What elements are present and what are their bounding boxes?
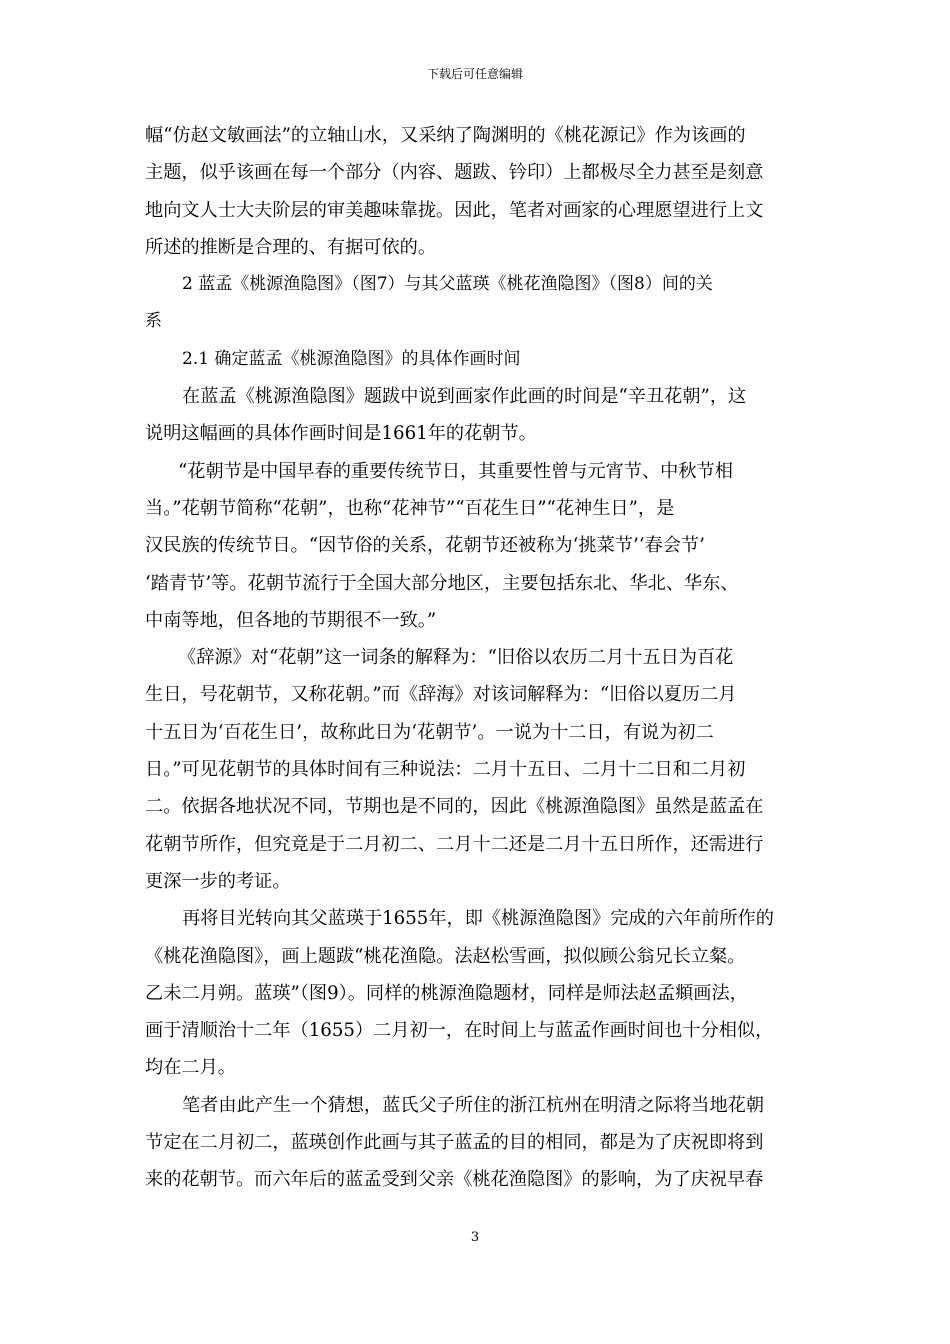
text-line: 当。”花朝节简称“花朝”，也称“花神节”“百花生日”“花神生日”，是 xyxy=(145,497,675,519)
section-heading: 2 蓝孟《桃源渔隐图》（图7）与其父蓝瑛《桃花渔隐图》（图8）间的关 xyxy=(182,274,713,295)
text-line: 说明这幅画的具体作画时间是1661年的花朝节。 xyxy=(145,423,537,445)
text-line: 《辞源》对“花朝”这一词条的解释为：“旧俗以农历二月十五日为百花 xyxy=(178,647,734,669)
page-header: 下载后可任意编辑 xyxy=(426,67,523,81)
document-body xyxy=(145,117,813,1199)
text-line: 所述的推断是合理的、有据可依的。 xyxy=(145,236,437,258)
page-number: 3 xyxy=(470,1230,480,1245)
text-line: ‘踏青节’等。花朝节流行于全国大部分地区，主要包括东北、华北、华东、 xyxy=(145,572,739,594)
text-line: 更深一步的考证。 xyxy=(145,870,291,892)
text-line: “花朝节是中国早春的重要传统节日，其重要性曾与元宵节、中秋节相 xyxy=(178,460,733,482)
text-line: 汉民族的传统节日。“因节俗的关系，花朝节还被称为‘挑菜节’‘春会节’ xyxy=(145,535,705,557)
text-line: 主题，似乎该画在每一个部分（内容、题跋、钤印）上都极尽全力甚至是刻意 xyxy=(145,162,764,184)
text-line: 笔者由此产生一个猜想，蓝氏父子所住的浙江杭州在明清之际将当地花朝 xyxy=(182,1094,765,1116)
text-line: 花朝节所作，但究竟是于二月初二、二月十二还是二月十五日所作，还需进行 xyxy=(145,833,764,855)
text-line: 在蓝孟《桃源渔隐图》题跋中说到画家作此画的时间是“辛丑花朝”，这 xyxy=(182,386,747,408)
text-line: 幅“仿赵文敏画法”的立轴山水，又采纳了陶渊明的《桃花源记》作为该画的 xyxy=(145,125,746,146)
text-line: 画于清顺治十二年（1655）二月初一，在时间上与蓝孟作画时间也十分相似， xyxy=(145,1020,774,1042)
text-line: 日。”可见花朝节的具体时间有三种说法：二月十五日、二月十二日和二月初 xyxy=(145,759,746,781)
text-line: 生日，号花朝节，又称花朝。”而《辞海》对该词解释为：“旧俗以夏历二月 xyxy=(145,684,737,706)
text-line: 来的花朝节。而六年后的蓝孟受到父亲《桃花渔隐图》的影响，为了庆祝早春 xyxy=(145,1169,764,1191)
text-line: 地向文人士大夫阶层的审美趣味靠拢。因此，笔者对画家的心理愿望进行上文 xyxy=(145,199,764,221)
section-heading-continued: 系 xyxy=(145,311,162,332)
text-line: 二。依据各地状况不同，节期也是不同的，因此《桃源渔隐图》虽然是蓝孟在 xyxy=(145,796,764,818)
text-line: 节定在二月初二，蓝瑛创作此画与其子蓝孟的目的相同，都是为了庆祝即将到 xyxy=(145,1132,764,1154)
text-line: 均在二月。 xyxy=(145,1057,236,1079)
text-line: 《桃花渔隐图》，画上题跋“桃花渔隐。法赵松雪画，拟似顾公翁兄长立粲。 xyxy=(145,945,746,967)
text-line: 再将目光转向其父蓝瑛于1655年，即《桃源渔隐图》完成的六年前所作的 xyxy=(182,908,774,930)
text-line: 中南等地，但各地的节期很不一致。” xyxy=(145,609,437,631)
text-line: 乙未二月朔。蓝瑛”（图9）。同样的桃源渔隐题材，同样是师法赵孟頫画法， xyxy=(145,982,748,1004)
subsection-heading: 2.1 确定蓝孟《桃源渔隐图》的具体作画时间 xyxy=(182,348,521,369)
text-line: 十五日为‘百花生日’，故称此日为‘花朝节’。一说为十二日，有说为初二 xyxy=(145,721,714,743)
